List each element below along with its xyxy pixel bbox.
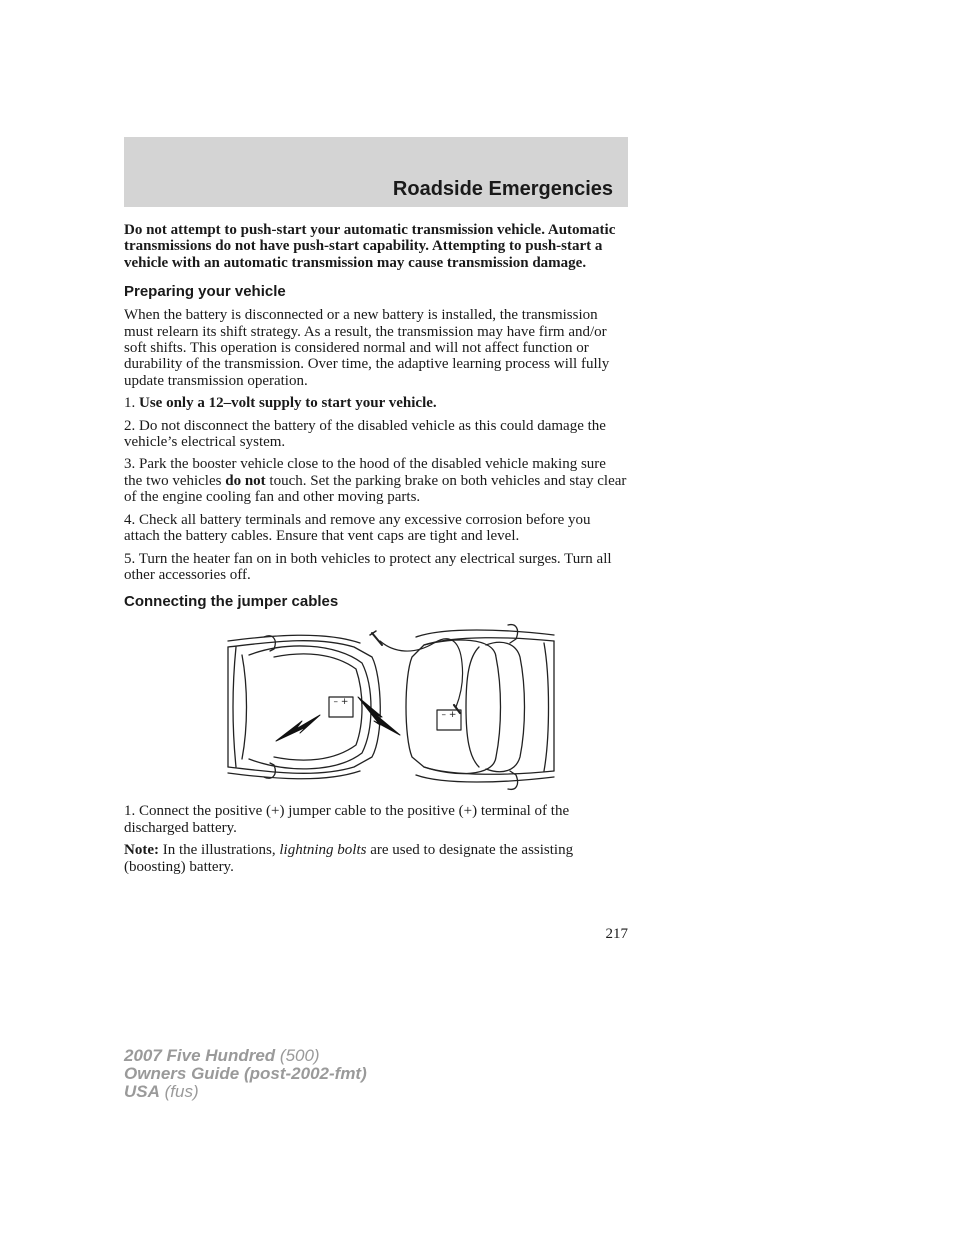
disabled-battery-terminals: – + (441, 710, 457, 721)
step-3-post: touch. Set the parking brake on both vehicles and stay clear of the engine cooling fan and other moving parts. (124, 472, 627, 506)
note-post: are used to designate the assisting (boosting) battery. (124, 842, 574, 875)
heading-connecting-cables: Connecting the jumper cables (124, 593, 339, 611)
footer-model: 2007 Five Hundred (124, 1046, 276, 1065)
step-1 (124, 395, 628, 411)
footer-line-2 (124, 1065, 367, 1083)
footer-market-code: (fus) (164, 1082, 199, 1101)
footer-line-3 (124, 1083, 367, 1101)
connect-step-1: 1. Connect the positive (+) jumper cable to the positive (+) terminal of the discharged battery. (124, 803, 570, 836)
content (124, 222, 628, 881)
cable-clamp-free (372, 633, 382, 645)
note-label: Note: (124, 842, 159, 859)
jumper-cable-illustration (124, 617, 628, 797)
header-band (124, 137, 628, 207)
page-title: Roadside Emergencies (392, 178, 613, 200)
jumper-cable (380, 639, 463, 707)
warning-text: Do not attempt to push-start your automatic transmission vehicle. Automatic transmissions do not have push-start capability. Attempting to push-start a vehicle with an automatic transmission may cause transmission damage. (124, 222, 616, 271)
intro-paragraph: When the battery is disconnected or a new battery is installed, the transmission must relearn its shift strategy. As a result, the transmission may have firm and/or soft shifts. This operation is considered normal and will not affect function or durability of the transmission. Over time, the adaptive learning process will fully update transmission operation. (124, 307, 610, 389)
step-2: 2. Do not disconnect the battery of the disabled vehicle as this could damage the vehicle’s electrical system. (124, 417, 606, 451)
step-3 (124, 456, 628, 505)
heading-preparing-vehicle: Preparing your vehicle (124, 283, 286, 301)
step-3-pre: 3. Park the booster vehicle close to the hood of the disabled vehicle making sure the two vehicles (124, 456, 606, 489)
booster-battery-terminals: – + (333, 697, 349, 708)
step-5: 5. Turn the heater fan on in both vehicles to protect any electrical surges. Turn all other accessories off. (124, 550, 612, 583)
footer-line-1 (124, 1047, 367, 1065)
note (124, 842, 628, 875)
footer-model-code: (500) (279, 1046, 320, 1065)
footer-guide: Owners Guide (post-2002-fmt) (124, 1064, 367, 1083)
page-number: 217 (605, 926, 628, 942)
footer (124, 1047, 367, 1101)
booster-car-drawing (228, 636, 380, 780)
note-pre: In the illustrations, (162, 842, 276, 859)
footer-market: USA (124, 1082, 160, 1101)
disabled-car-drawing (406, 625, 554, 790)
step-3-bold: do not (225, 472, 266, 489)
step-1-text: Use only a 12–volt supply to start your vehicle. (139, 395, 437, 412)
step-1-number: 1. (124, 395, 136, 412)
lightning-bolt-left (276, 715, 320, 741)
step-4: 4. Check all battery terminals and remove any excessive corrosion before you attach the battery cables. Ensure that vent caps are tight and level. (124, 511, 591, 545)
note-italic: lightning bolts (279, 842, 367, 859)
cars-illustration (124, 617, 628, 797)
